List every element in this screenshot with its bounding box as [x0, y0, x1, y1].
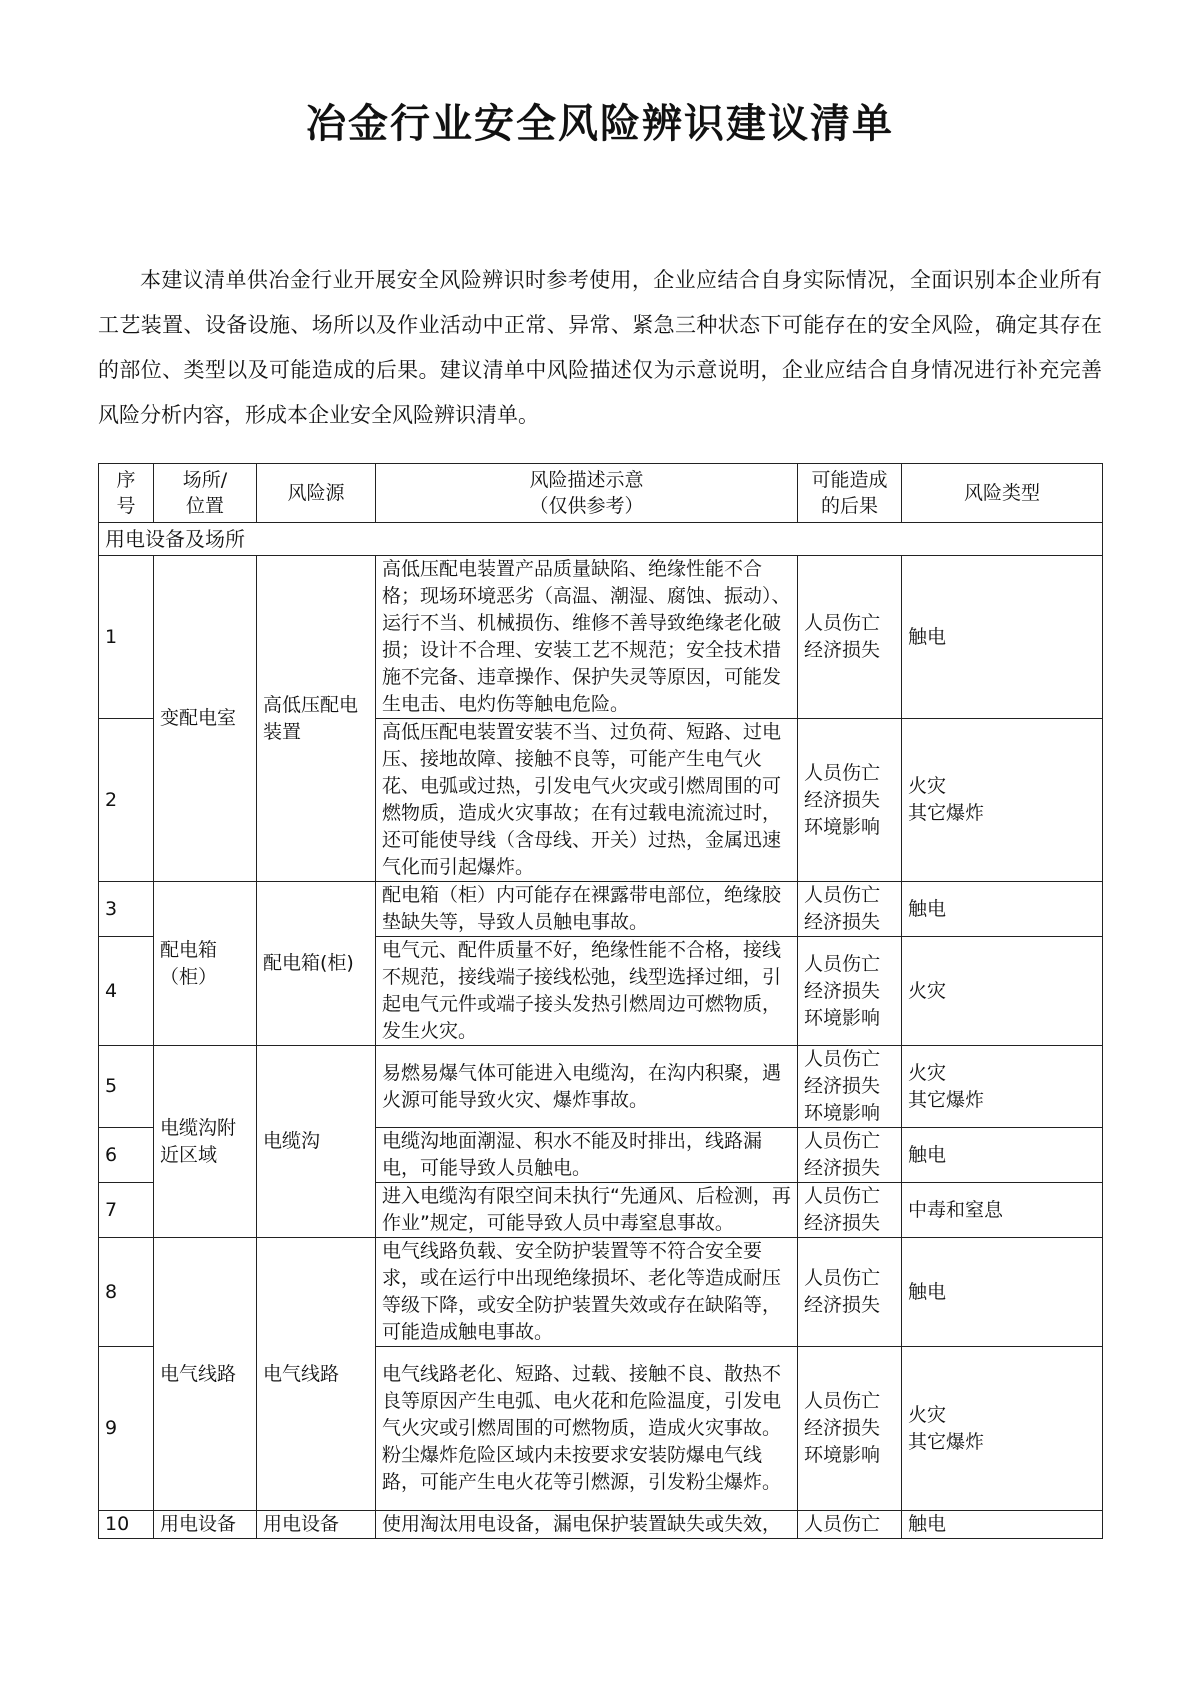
consequence-item: 人员伤亡: [804, 612, 881, 634]
header-consequence: [798, 464, 902, 523]
row-risk-type: [902, 1238, 1103, 1347]
row-seq: 5: [99, 1046, 154, 1128]
row-description: 配电箱（柜）内可能存在裸露带电部位，绝缘胶垫缺失等，导致人员触电事故。: [376, 882, 798, 937]
row-consequence: [798, 1238, 902, 1347]
risk-type-item: 触电: [908, 1280, 947, 1303]
consequence-item: 环境影响: [804, 1006, 881, 1029]
risk-type-item: 触电: [908, 625, 947, 648]
consequence-item: 经济损失: [804, 788, 881, 811]
risk-type-item: 火灾: [908, 1403, 947, 1426]
header-source: 风险源: [257, 464, 376, 523]
consequence-item: 人员伤亡: [804, 884, 881, 906]
row-description: 电气元、配件质量不好，绝缘性能不合格，接线不规范，接线端子接线松弛，线型选择过细，引起电气元件或端子接头发热引燃周边可燃物质，发生火灾。: [376, 937, 798, 1046]
row-source: 电气线路: [257, 1238, 376, 1511]
section-title: 用电设备及场所: [99, 523, 1103, 556]
row-source: 配电箱(柜): [257, 882, 376, 1046]
consequence-item: 经济损失: [804, 639, 881, 661]
consequence-item: 经济损失: [804, 1075, 881, 1097]
row-seq: 8: [99, 1238, 154, 1347]
intro-paragraph: 本建议清单供冶金行业开展安全风险辨识时参考使用，企业应结合自身实际情况，全面识别本企业所有工艺装置、设备设施、场所以及作业活动中正常、异常、紧急三种状态下可能存在的安全风险，确定其存在的部位、类型以及可能造成的后果。建议清单中风险描述仅为示意说明，企业应结合自身情况进行补充完善风险分析内容，形成本企业安全风险辨识清单。: [98, 268, 1102, 427]
row-description: 电气线路负载、安全防护装置等不符合安全要求，或在运行中出现绝缘损坏、老化等造成耐压等级下降，或安全防护装置失效或存在缺陷等，可能造成触电事故。: [376, 1238, 798, 1347]
row-risk-type: [902, 1046, 1103, 1128]
row-consequence: [798, 937, 902, 1046]
table-header-row: [99, 464, 1103, 523]
row-description: [376, 1347, 798, 1511]
consequence-item: 人员伤亡: [804, 761, 881, 784]
consequence-item: 经济损失: [804, 911, 881, 933]
row-description: 高低压配电装置产品质量缺陷、绝缘性能不合格；现场环境恶劣（高温、潮湿、腐蚀、振动）、运行不当、机械损伤、维修不善导致绝缘老化破损；设计不合理、安装工艺不规范；安全技术措施不完备、违章操作、保护失灵等原因，可能发生电击、电灼伤等触电危险。: [376, 556, 798, 719]
header-location-line-2: 位置: [185, 495, 224, 517]
row-consequence: [798, 1046, 902, 1128]
consequence-item: 经济损失: [804, 979, 881, 1002]
row-seq: 6: [99, 1128, 154, 1183]
risk-type-item: 火灾: [908, 979, 947, 1002]
risk-type-item: 其它爆炸: [908, 1430, 985, 1453]
table-row: [99, 1238, 1103, 1347]
row-consequence: [798, 882, 902, 937]
risk-type-item: 其它爆炸: [908, 1088, 985, 1111]
header-consequence-line-1: 可能造成: [811, 469, 888, 491]
header-description: [376, 464, 798, 523]
row-seq: 10: [99, 1511, 154, 1539]
consequence-item: 人员伤亡: [804, 1130, 881, 1152]
header-description-line-1: 风险描述示意: [529, 469, 644, 491]
risk-type-item: 火灾: [908, 1061, 947, 1084]
header-location: [154, 464, 257, 523]
header-consequence-line-2: 的后果: [820, 495, 878, 517]
row-risk-type: [902, 1183, 1103, 1238]
row-seq: 9: [99, 1347, 154, 1511]
consequence-item: 经济损失: [804, 1212, 881, 1234]
description-paragraph: 电气线路老化、短路、过载、接触不良、散热不良等原因产生电弧、电火花和危险温度，引发电气火灾或引燃周围的可燃物质，造成火灾事故。: [382, 1363, 782, 1439]
consequence-item: 经济损失: [804, 1157, 881, 1179]
table-row: [99, 1511, 1103, 1539]
risk-type-item: 中毒和窒息: [908, 1198, 1004, 1221]
risk-type-item: 触电: [908, 1143, 947, 1166]
row-risk-type: [902, 1511, 1103, 1539]
consequence-item: 人员伤亡: [804, 1513, 881, 1535]
row-description: 电缆沟地面潮湿、积水不能及时排出，线路漏电，可能导致人员触电。: [376, 1128, 798, 1183]
row-consequence: [798, 556, 902, 719]
row-consequence: [798, 719, 902, 882]
row-location: 变配电室: [154, 556, 257, 882]
row-location: 配电箱（柜）: [154, 882, 257, 1046]
row-risk-type: [902, 1347, 1103, 1511]
row-seq: 4: [99, 937, 154, 1046]
document-title: 冶金行业安全风险辨识建议清单: [306, 100, 894, 147]
section-row: [99, 523, 1103, 556]
row-location: 用电设备: [154, 1511, 257, 1539]
consequence-item: 人员伤亡: [804, 1267, 881, 1289]
row-location: 电缆沟附近区域: [154, 1046, 257, 1238]
row-description: 进入电缆沟有限空间未执行“先通风、后检测，再作业”规定，可能导致人员中毒窒息事故。: [376, 1183, 798, 1238]
table-row: [99, 556, 1103, 719]
row-source: 用电设备: [257, 1511, 376, 1539]
risk-type-item: 触电: [908, 897, 947, 920]
consequence-item: 环境影响: [804, 815, 881, 838]
table-row: [99, 882, 1103, 937]
header-description-line-2: （仅供参考）: [529, 495, 644, 517]
row-description: 使用淘汰用电设备，漏电保护装置缺失或失效，: [376, 1511, 798, 1539]
consequence-item: 人员伤亡: [804, 1390, 881, 1412]
row-risk-type: [902, 719, 1103, 882]
row-consequence: [798, 1347, 902, 1511]
risk-type-item: 触电: [908, 1513, 947, 1535]
consequence-item: 经济损失: [804, 1294, 881, 1316]
consequence-item: 人员伤亡: [804, 1048, 881, 1070]
header-seq: [99, 464, 154, 523]
risk-table: [98, 463, 1103, 1539]
row-seq: 3: [99, 882, 154, 937]
row-location: 电气线路: [154, 1238, 257, 1511]
header-seq-line-1: 序: [116, 469, 136, 491]
header-risk-type: 风险类型: [902, 464, 1103, 523]
consequence-item: 人员伤亡: [804, 952, 881, 975]
row-description: 易燃易爆气体可能进入电缆沟，在沟内积聚，遇火源可能导致火灾、爆炸事故。: [376, 1046, 798, 1128]
row-risk-type: [902, 882, 1103, 937]
row-consequence: [798, 1183, 902, 1238]
row-description: 高低压配电装置安装不当、过负荷、短路、过电压、接地故障、接触不良等，可能产生电气火花、电弧或过热，引发电气火灾或引燃周围的可燃物质，造成火灾事故；在有过载电流流过时，还可能使导线（含母线、开关）过热，金属迅速气化而引起爆炸。: [376, 719, 798, 882]
consequence-item: 环境影响: [804, 1444, 881, 1466]
row-seq: 1: [99, 556, 154, 719]
row-source: 电缆沟: [257, 1046, 376, 1238]
row-risk-type: [902, 556, 1103, 719]
row-consequence: [798, 1128, 902, 1183]
table-row: [99, 1046, 1103, 1128]
consequence-item: 经济损失: [804, 1417, 881, 1439]
description-paragraph: 粉尘爆炸危险区域内未按要求安装防爆电气线路，可能产生电火花等引燃源，引发粉尘爆炸。: [382, 1444, 782, 1493]
row-consequence: [798, 1511, 902, 1539]
header-seq-line-2: 号: [116, 495, 136, 517]
row-source: 高低压配电装置: [257, 556, 376, 882]
risk-type-item: 火灾: [908, 775, 947, 797]
row-seq: 2: [99, 719, 154, 882]
consequence-item: 人员伤亡: [804, 1185, 881, 1207]
row-risk-type: [902, 937, 1103, 1046]
row-risk-type: [902, 1128, 1103, 1183]
header-location-line-1: 场所/: [182, 469, 228, 491]
risk-type-item: 其它爆炸: [908, 802, 985, 824]
row-seq: 7: [99, 1183, 154, 1238]
consequence-item: 环境影响: [804, 1102, 881, 1124]
